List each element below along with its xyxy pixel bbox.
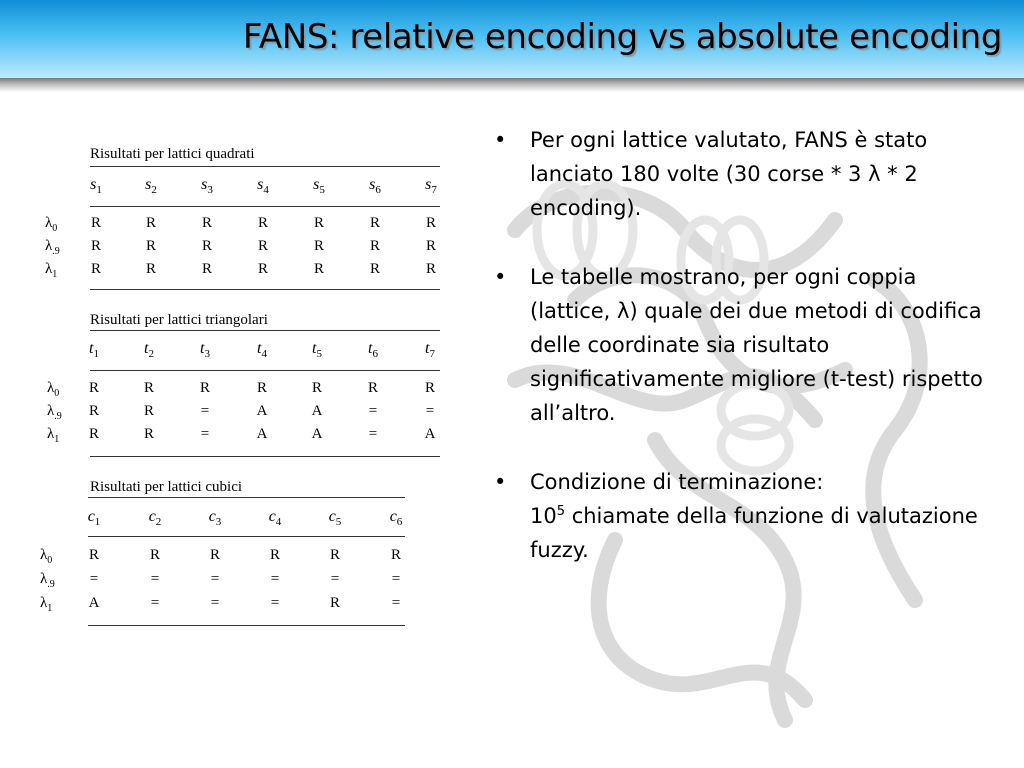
table-cell: R <box>369 238 380 254</box>
table-cell: R <box>201 238 212 254</box>
table-cell: R <box>269 547 280 563</box>
row-label: $\lambda_0$ <box>40 547 53 566</box>
table-cell: R <box>257 215 268 231</box>
table-cell: R <box>257 238 268 254</box>
table-cell: R <box>88 426 99 442</box>
column-header: $s_6$ <box>369 176 381 197</box>
table-cell: = <box>150 595 160 611</box>
column-header: $c_6$ <box>389 508 403 529</box>
bullet-text: Per ogni lattice valutato, FANS è stato lanciato 180 volte (30 corse * 3 λ * 2 encoding). <box>530 128 928 220</box>
column-header: $s_4$ <box>257 176 269 197</box>
row-label: $\lambda_1$ <box>47 426 60 445</box>
column-header: $t_3$ <box>200 340 210 361</box>
table-cell: R <box>425 238 436 254</box>
column-header: $s_1$ <box>90 176 102 197</box>
table-cell: R <box>201 215 212 231</box>
table-caption: Risultati per lattici cubici <box>90 479 243 495</box>
table-cell: A <box>256 426 268 442</box>
table-cell: R <box>313 238 324 254</box>
column-header: $s_7$ <box>425 176 437 197</box>
table-triangular-lattices <box>35 312 440 462</box>
table-rule <box>90 370 440 371</box>
column-header: $s_5$ <box>313 176 325 197</box>
slide-title: FANS: relative encoding vs absolute encoding <box>242 17 1002 57</box>
table-cell: = <box>425 403 435 419</box>
table-cell: R <box>425 215 436 231</box>
row-label: $\lambda_1$ <box>40 595 53 614</box>
table-cell: R <box>88 547 99 563</box>
table-cell: R <box>88 380 99 396</box>
row-label: $\lambda_{.9}$ <box>47 403 62 422</box>
bullet-marker: • <box>494 128 507 152</box>
row-label: $\lambda_0$ <box>47 380 60 399</box>
column-header: $c_1$ <box>87 508 101 529</box>
table-cell: R <box>329 547 340 563</box>
table-cell: R <box>369 215 380 231</box>
table-caption: Risultati per lattici triangolari <box>90 312 268 328</box>
table-cell: A <box>311 426 323 442</box>
table-cell: A <box>424 426 436 442</box>
table-cell: A <box>88 595 100 611</box>
row-label: $\lambda_{.9}$ <box>45 238 60 257</box>
table-cell: R <box>90 238 101 254</box>
bullet-item <box>494 123 994 225</box>
table-cell: = <box>200 403 210 419</box>
table-cell: = <box>89 571 99 587</box>
exponent: 5 <box>556 504 566 519</box>
column-header: $c_5$ <box>328 508 342 529</box>
row-label: $\lambda_0$ <box>45 215 58 234</box>
table-cell: = <box>391 595 401 611</box>
column-header: $t_1$ <box>89 340 99 361</box>
column-header: $t_6$ <box>368 340 378 361</box>
table-cell: R <box>256 380 267 396</box>
table-cell: R <box>90 215 101 231</box>
table-cell: R <box>390 547 401 563</box>
table-cell: = <box>270 571 280 587</box>
bullet-text-line: Condizione di terminazione: <box>530 470 824 494</box>
row-label: $\lambda_1$ <box>45 261 58 280</box>
table-cell: = <box>391 571 401 587</box>
table-cell: R <box>149 547 160 563</box>
column-header: $c_2$ <box>148 508 162 529</box>
table-square-lattices <box>35 146 440 296</box>
table-cell: = <box>200 426 210 442</box>
table-cell: R <box>90 261 101 277</box>
table-cell: R <box>145 238 156 254</box>
table-cell: R <box>88 403 99 419</box>
table-cell: R <box>424 380 435 396</box>
bullet-item <box>494 465 994 567</box>
table-cell: = <box>210 571 220 587</box>
column-header: $t_4$ <box>257 340 267 361</box>
table-rule <box>90 330 440 331</box>
column-header: $c_3$ <box>208 508 222 529</box>
table-rule <box>90 289 440 290</box>
column-header: $t_2$ <box>144 340 154 361</box>
table-cell: A <box>256 403 268 419</box>
column-header: $s_2$ <box>145 176 157 197</box>
table-cell: R <box>199 380 210 396</box>
bullet-marker: • <box>494 470 507 494</box>
table-cell: R <box>367 380 378 396</box>
table-cell: R <box>313 215 324 231</box>
table-rule <box>90 206 440 207</box>
table-cell: R <box>143 380 154 396</box>
table-rule <box>88 625 405 626</box>
table-cell: R <box>313 261 324 277</box>
table-cell: R <box>311 380 322 396</box>
table-rule <box>88 497 405 498</box>
row-label: $\lambda_{.9}$ <box>40 571 55 590</box>
table-cubic-lattices <box>35 479 440 629</box>
bullet-text: Le tabelle mostrano, per ogni coppia (lattice, λ) quale dei due metodi di codifica delle coordinate sia risultato significativamente migliore (t-test) rispetto all’altro. <box>530 265 983 425</box>
bullet-text: chiamate della funzione di valutazione fuzzy. <box>530 504 978 562</box>
table-cell: = <box>150 571 160 587</box>
table-cell: = <box>368 403 378 419</box>
table-caption: Risultati per lattici quadrati <box>90 146 255 162</box>
bullet-list <box>494 123 994 602</box>
column-header: $t_7$ <box>425 340 435 361</box>
table-cell: = <box>368 426 378 442</box>
table-cell: R <box>145 215 156 231</box>
column-header: $s_3$ <box>201 176 213 197</box>
table-cell: R <box>369 261 380 277</box>
table-cell: R <box>209 547 220 563</box>
table-cell: = <box>210 595 220 611</box>
table-cell: R <box>329 595 340 611</box>
table-cell: R <box>143 403 154 419</box>
table-rule <box>90 166 440 167</box>
table-cell: A <box>311 403 323 419</box>
bullet-item <box>494 260 994 430</box>
column-header: $c_4$ <box>268 508 282 529</box>
table-cell: R <box>257 261 268 277</box>
exponent-base: 10 <box>530 504 557 528</box>
table-cell: R <box>145 261 156 277</box>
table-cell: = <box>270 595 280 611</box>
table-rule <box>90 456 440 457</box>
table-cell: R <box>425 261 436 277</box>
table-cell: = <box>330 571 340 587</box>
column-header: $t_5$ <box>312 340 322 361</box>
title-bar-shadow <box>0 78 1024 92</box>
bullet-marker: • <box>494 265 507 289</box>
table-cell: R <box>201 261 212 277</box>
table-cell: R <box>143 426 154 442</box>
table-rule <box>88 536 405 537</box>
